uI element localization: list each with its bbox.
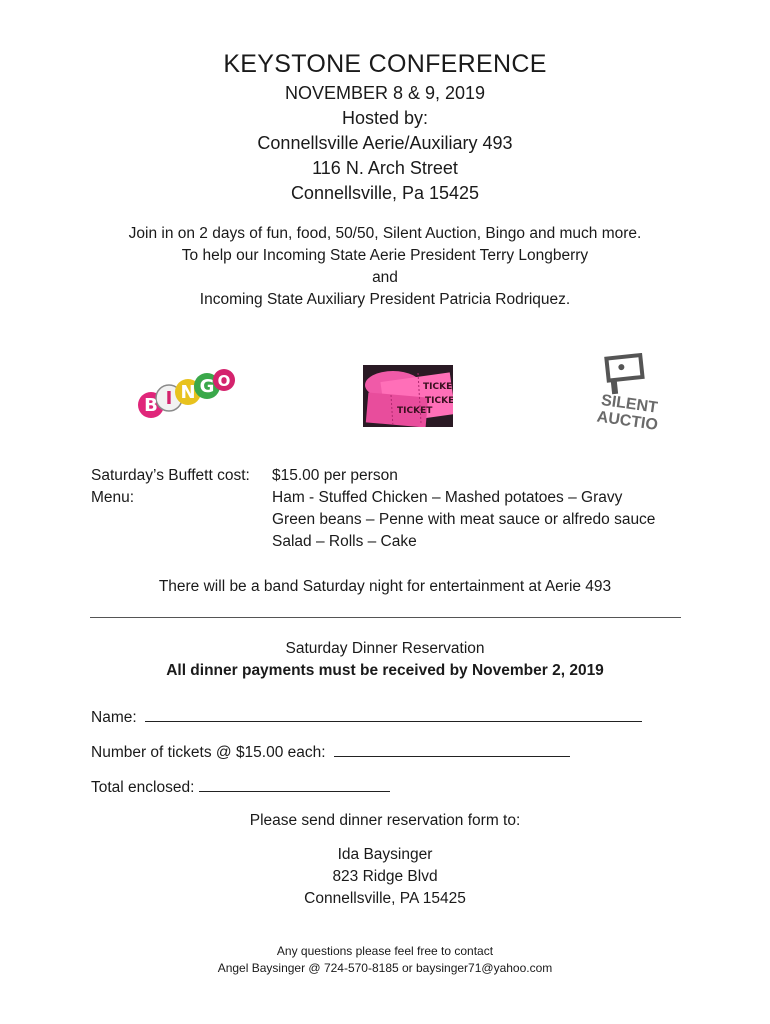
host-street: 116 N. Arch Street [312, 158, 458, 178]
contact-line-2: Angel Baysinger @ 724-570-8185 or baysinger71@yahoo.com [217, 961, 553, 975]
name-label: Name: [91, 709, 137, 726]
mail-to-name: Ida Baysinger [337, 846, 433, 863]
total-row [91, 776, 390, 797]
buffet-cost-value: $15.00 per person [272, 467, 398, 484]
buffet-cost-label: Saturday’s Buffett cost: [91, 467, 250, 484]
intro-line-4: Incoming State Auxiliary President Patricia Rodriquez. [199, 291, 571, 308]
ticket-label-1: TICKE [423, 382, 453, 392]
total-label: Total enclosed: [91, 779, 195, 796]
tickets-label: Number of tickets @ $15.00 each: [91, 744, 326, 761]
event-title: KEYSTONE CONFERENCE [223, 50, 547, 78]
event-date: NOVEMBER 8 & 9, 2019 [284, 83, 486, 103]
payment-deadline: All dinner payments must be received by November 2, 2019 [166, 662, 604, 679]
mail-to-city: Connellsville, PA 15425 [304, 890, 466, 907]
band-note: There will be a band Saturday night for entertainment at Aerie 493 [158, 578, 612, 595]
bingo-image [135, 360, 235, 428]
bingo-letter-b: B [144, 395, 158, 416]
tickets-blank[interactable] [334, 741, 570, 757]
bingo-letter-n: N [180, 382, 196, 403]
section-divider [90, 617, 681, 618]
auction-word-2: AUCTION [595, 408, 658, 433]
tickets-row [91, 741, 570, 762]
menu-line-2: Green beans – Penne with meat sauce or alfredo sauce [272, 511, 656, 528]
name-row [91, 706, 642, 727]
bingo-letter-i: I [165, 388, 173, 409]
mail-to-street: 823 Ridge Blvd [332, 868, 438, 885]
tickets-image [363, 365, 453, 427]
bingo-letter-o: O [217, 372, 231, 390]
menu-line-3: Salad – Rolls – Cake [272, 533, 417, 550]
intro-line-3: and [372, 269, 398, 286]
send-to-line: Please send dinner reservation form to: [249, 812, 521, 829]
intro-line-1: Join in on 2 days of fun, food, 50/50, Silent Auction, Bingo and much more. [128, 225, 642, 242]
total-blank[interactable] [199, 776, 390, 792]
contact-line-1: Any questions please feel free to contact [276, 944, 494, 958]
host-name: Connellsville Aerie/Auxiliary 493 [257, 133, 513, 153]
hosted-by-label: Hosted by: [341, 108, 429, 128]
bingo-letter-g: G [199, 376, 215, 397]
ticket-label-3: TICKET [397, 406, 433, 416]
name-blank[interactable] [145, 706, 642, 722]
menu-line-1: Ham - Stuffed Chicken – Mashed potatoes – Gravy [272, 489, 623, 506]
ticket-label-2: TICKE [425, 396, 453, 406]
host-city: Connellsville, Pa 15425 [290, 183, 480, 203]
silent-auction-image [588, 353, 658, 433]
menu-label: Menu: [91, 489, 135, 506]
intro-line-2: To help our Incoming State Aerie President Terry Longberry [181, 247, 589, 264]
reservation-heading: Saturday Dinner Reservation [285, 640, 485, 657]
auction-word-1: SILENT [600, 391, 658, 417]
